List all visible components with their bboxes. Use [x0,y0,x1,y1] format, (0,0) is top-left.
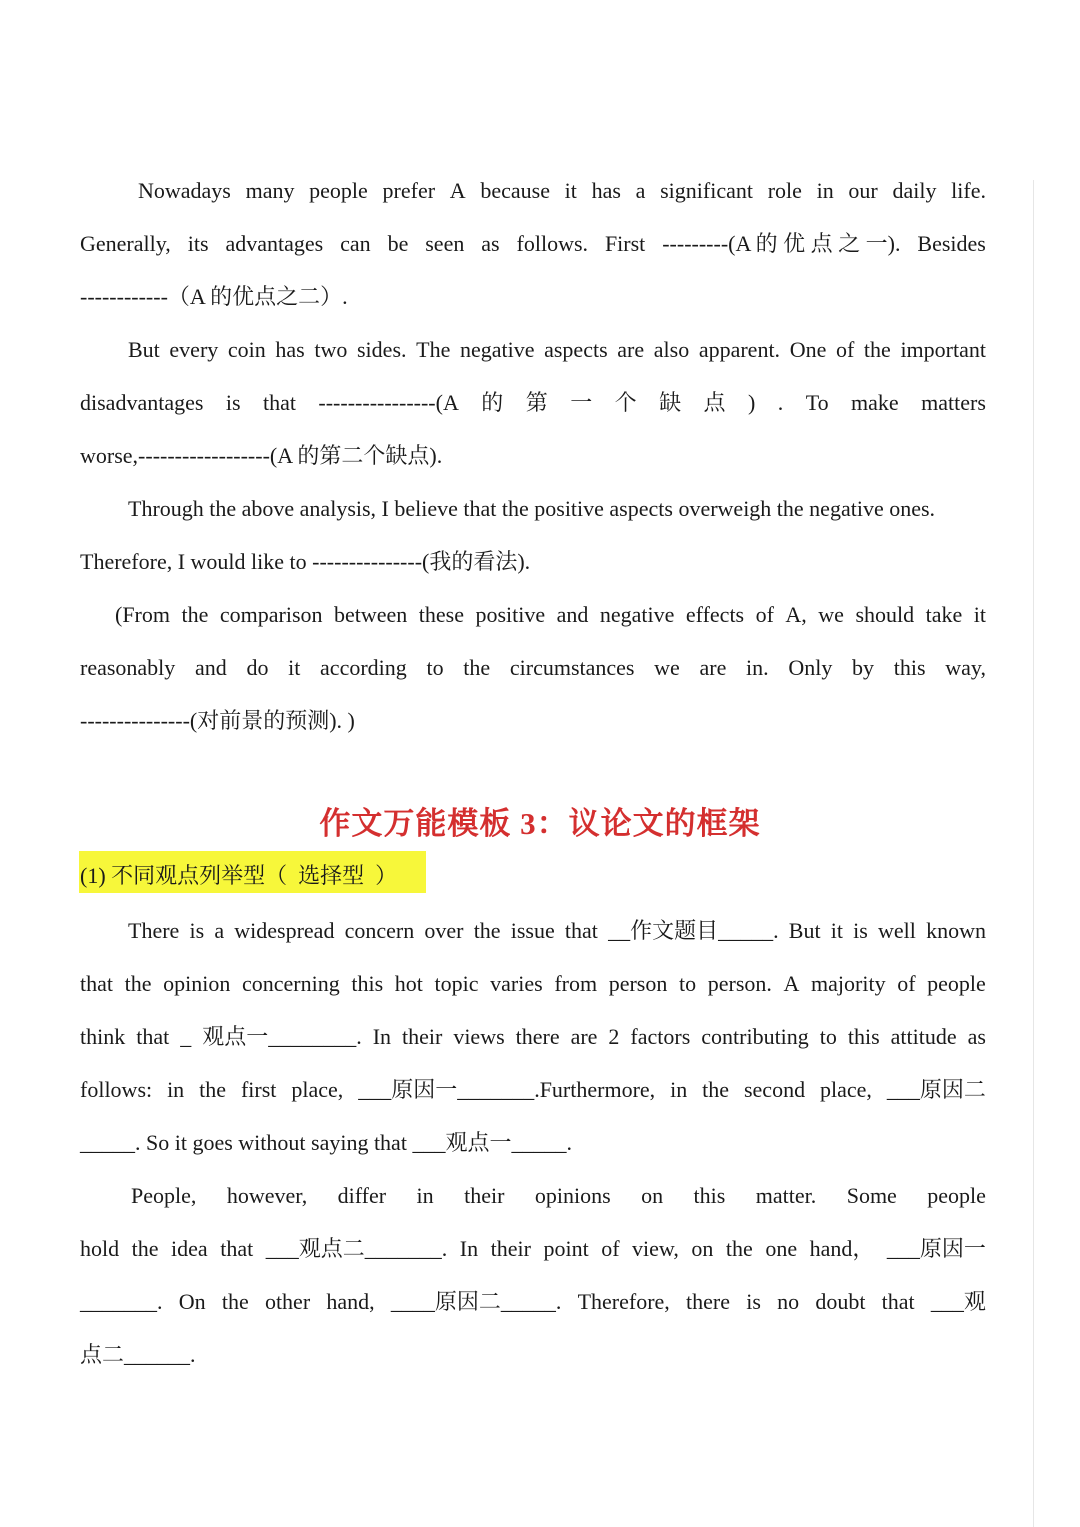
word: as [481,231,500,256]
word: Nowadays [138,178,231,203]
word: that [220,1236,254,1261]
word: known [926,918,986,943]
paragraph-5-line-3 [80,1022,986,1052]
word: 的 [481,390,504,415]
paragraph-2-line-3: worse,------------------(A 的第二个缺点). [80,443,443,468]
word: opinion [163,971,231,996]
word: because [480,178,550,203]
word: also [653,337,690,362]
word: Therefore, [577,1289,670,1314]
word: (From [115,602,170,627]
word: ___观 [930,1289,986,1314]
word: its [187,231,209,256]
word: should [855,602,915,627]
word: ----------------(A [318,390,459,415]
paragraph-5-line-2 [80,969,986,999]
word: matters [921,390,986,415]
word: second [743,1077,806,1102]
word: we [818,602,844,627]
word: as [967,1024,986,1049]
word: are [699,655,727,680]
word: it [830,918,843,943]
word: can [340,231,371,256]
word: To [805,390,829,415]
word: 第 [525,390,548,415]
word: it [564,178,577,203]
word: two [314,337,348,362]
word: prefer [382,178,436,203]
word: the [863,337,891,362]
word: daily [892,178,937,203]
word: sides. [357,337,407,362]
word: over [424,918,464,943]
word: it [288,655,301,680]
word: on [691,1236,714,1261]
word: ____原因二_____. [390,1289,562,1314]
word: in [167,1077,185,1102]
word: however, [226,1183,308,1208]
word: widespread [234,918,335,943]
word: disadvantages [80,390,204,415]
word: significant [660,178,753,203]
word: On [178,1289,206,1314]
word: in [416,1183,434,1208]
word: _ [180,1024,192,1049]
word: point [543,1236,589,1261]
word: One [789,337,827,362]
word: 缺 [659,390,682,415]
word: be [387,231,409,256]
word: every [169,337,219,362]
word: contributing [701,1024,809,1049]
word: we [654,655,680,680]
word: A [449,178,466,203]
word: place, [291,1077,344,1102]
word: the [181,602,209,627]
word: factors [630,1024,691,1049]
word: effects [685,602,745,627]
word: coin [227,337,266,362]
word: well [878,918,916,943]
word: in [670,1077,688,1102]
word: concern [344,918,415,943]
word: positive [475,602,546,627]
word: circumstances [509,655,635,680]
word: many [245,178,295,203]
word: that [564,918,598,943]
word: 2 [608,1024,620,1049]
word: make [851,390,899,415]
paragraph-1-line-3: ------------（A 的优点之二）. [80,284,348,309]
word: the [199,1077,227,1102]
word: a [635,178,646,203]
word: it [973,602,986,627]
word: this [693,1183,726,1208]
word: ) [748,390,756,415]
word: ___原因二 [886,1077,986,1102]
word: topic [434,971,479,996]
word: negative [599,602,675,627]
word: views [453,1024,505,1049]
paragraph-1-line-2 [80,229,986,259]
word: person [608,971,668,996]
word: reasonably [80,655,176,680]
word: idea [171,1236,208,1261]
word: issue [510,918,555,943]
word: is [853,918,868,943]
word: that [881,1289,915,1314]
word: differ [337,1183,387,1208]
word: hand， [809,1236,875,1261]
word: ___观点二_______. [265,1236,448,1261]
word: aspects [544,337,608,362]
paragraph-3-line-1: Through the above analysis, I believe that the positive aspects overweigh the negative ones. [128,496,936,521]
word: their [402,1024,443,1049]
word: from [554,971,598,996]
word: First [604,231,646,256]
paragraph-1-line-1 [138,176,986,206]
paragraph-4-line-2 [80,653,986,683]
word: think [80,1024,126,1049]
word: ---------(A 的 优 点 之 一). [662,231,901,256]
paragraph-5-line-4 [80,1075,986,1105]
word: Besides [917,231,986,256]
word: people [927,971,986,996]
paragraph-3-line-2: Therefore, I would like to ---------------(我的看法). [80,549,531,574]
word: their [464,1183,505,1208]
word: The [416,337,451,362]
word: people [309,178,368,203]
word: in. [746,655,769,680]
word: these [418,602,464,627]
paragraph-2-line-2 [80,388,986,418]
word: 个 [614,390,637,415]
word: to [819,1024,837,1049]
word: take [925,602,963,627]
word: hand, [326,1289,375,1314]
word: But [788,918,821,943]
word: are [570,1024,598,1049]
subheading: (1) 不同观点列举型（ 选择型 ） [80,863,398,888]
word: is [746,1289,761,1314]
word: __作文题目_____. [608,918,779,943]
word: and [556,602,589,627]
paragraph-6-line-1 [131,1181,986,1211]
word: In [459,1236,479,1261]
word: 点 [703,390,726,415]
word: that [80,971,113,996]
word: 观点一________. [202,1024,362,1049]
paragraph-6-line-3 [80,1287,986,1317]
word: other [264,1289,311,1314]
word: of [755,602,774,627]
word: Generally, [80,231,171,256]
word: opinions [534,1183,611,1208]
word: hot [394,971,423,996]
word: that [136,1024,170,1049]
word: there [686,1289,730,1314]
word: our [848,178,878,203]
word: advantages [225,231,324,256]
word: of [897,971,916,996]
word: are [617,337,645,362]
word: But [128,337,160,362]
word: by [852,655,875,680]
paragraph-5-line-1 [128,916,986,946]
word: 一 [570,390,593,415]
paragraph-6-line-2 [80,1234,986,1264]
word: Only [788,655,833,680]
word: first [240,1077,277,1102]
word: apparent. [698,337,781,362]
word: People, [131,1183,197,1208]
word: role [767,178,802,203]
word: In [372,1024,392,1049]
word: view, [632,1236,679,1261]
word: one [765,1236,798,1261]
word: the [473,918,501,943]
word: the [131,1236,159,1261]
word: seen [425,231,465,256]
word: A, [785,602,807,627]
word: the [702,1077,730,1102]
word: in [816,178,834,203]
word: varies [490,971,543,996]
word: to [426,655,444,680]
word: person. [707,971,772,996]
word: that [262,390,296,415]
word: this [893,655,926,680]
word: Some [846,1183,897,1208]
word: place, [820,1077,872,1102]
section-title: 作文万能模板 3：议论文的框架 [319,806,761,841]
paragraph-6-line-4: 点二______. [80,1342,196,1367]
word: majority [811,971,886,996]
word: ___原因一_______.Furthermore, [358,1077,656,1102]
word: attitude [890,1024,957,1049]
word: do [246,655,269,680]
paragraph-2-line-1 [128,335,986,365]
word: people [927,1183,986,1208]
paragraph-4-line-3: ---------------(对前景的预测). ) [80,708,355,733]
word: comparison [219,602,323,627]
word: no [777,1289,800,1314]
word: the [463,655,491,680]
word: life. [951,178,986,203]
word: follows: [80,1077,153,1102]
word: important [900,337,986,362]
word: _______. [80,1289,163,1314]
word: according [320,655,407,680]
word: of [835,337,855,362]
word: on [641,1183,664,1208]
word: of [601,1236,620,1261]
word: and [194,655,227,680]
word: between [334,602,408,627]
word: matter. [755,1183,817,1208]
word: this [847,1024,880,1049]
word: ___原因一 [886,1236,986,1261]
paragraph-4-line-1 [115,600,986,630]
word: a [214,918,225,943]
word: There [128,918,180,943]
word: hold [80,1236,120,1261]
word: their [490,1236,531,1261]
word: follows. [516,231,589,256]
word: way, [945,655,986,680]
word: is [225,390,241,415]
word: is [189,918,205,943]
word: . [777,390,784,415]
word: negative [459,337,535,362]
word: the [725,1236,753,1261]
word: there [515,1024,560,1049]
word: concerning [242,971,340,996]
word: this [351,971,384,996]
word: A [783,971,800,996]
word: to [678,971,697,996]
paragraph-5-line-5: _____. So it goes without saying that ___观点一_____. [80,1130,572,1155]
word: the [124,971,152,996]
page-edge-divider [1033,180,1034,1527]
word: the [221,1289,249,1314]
word: has [275,337,305,362]
word: doubt [815,1289,866,1314]
word: has [591,178,621,203]
